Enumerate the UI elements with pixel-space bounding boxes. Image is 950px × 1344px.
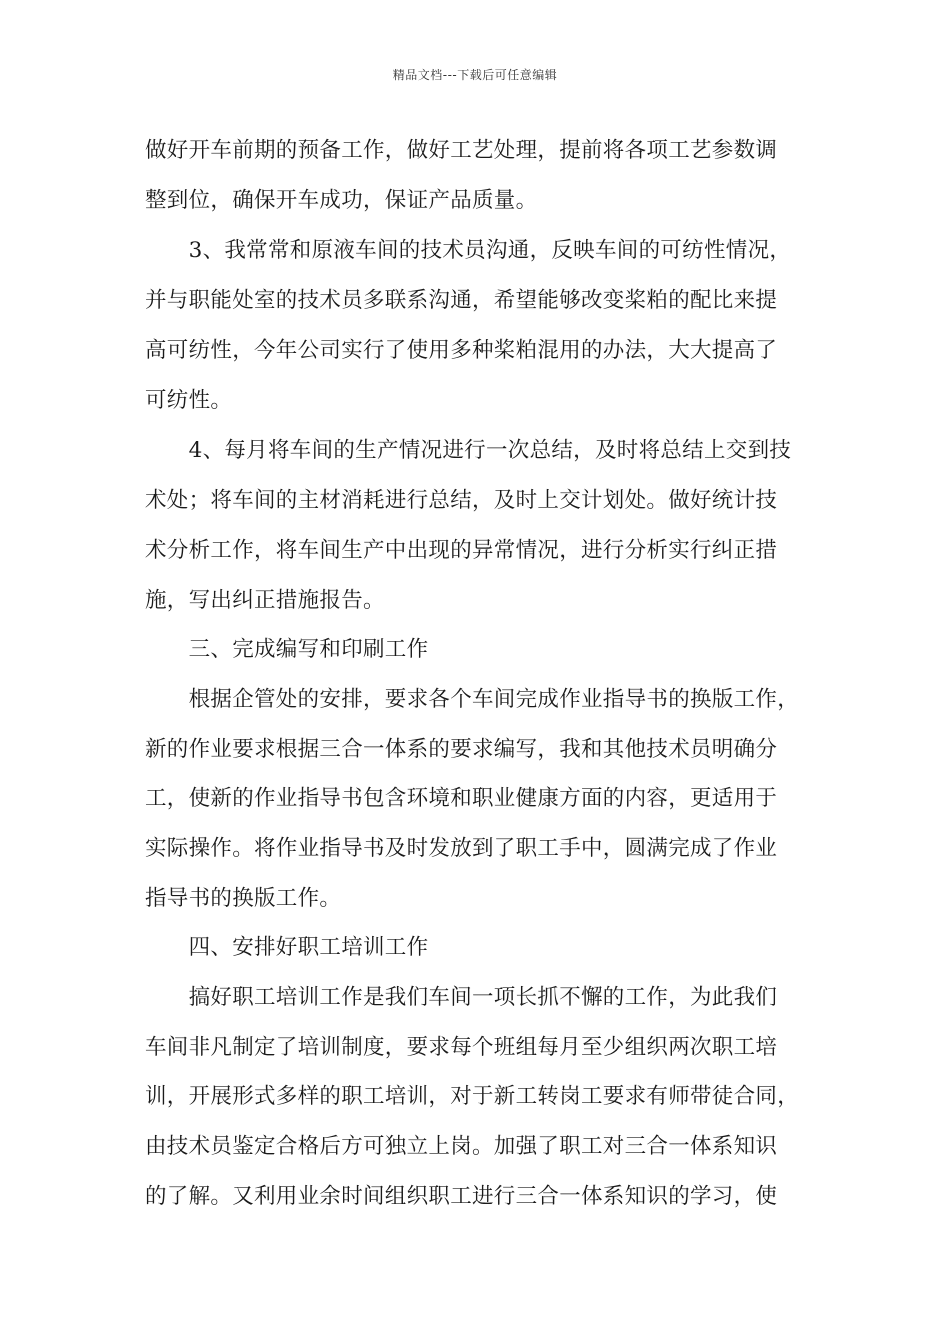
text-line: 新的作业要求根据三合一体系的要求编写，我和其他技术员明确分	[145, 737, 778, 762]
text-line: 工，使新的作业指导书包含环境和职业健康方面的内容，更适用于	[145, 786, 778, 811]
text-line: 4、每月将车间的生产情况进行一次总结，及时将总结上交到技	[145, 438, 792, 463]
text-line: 可纺性。	[145, 388, 233, 413]
page-header: 精品文档---下载后可任意编辑	[392, 68, 558, 82]
text-line: 术分析工作，将车间生产中出现的异常情况，进行分析实行纠正措	[145, 538, 778, 563]
text-line: 做好开车前期的预备工作，做好工艺处理，提前将各项工艺参数调	[145, 138, 778, 163]
text-line: 搞好职工培训工作是我们车间一项长抓不懈的工作，为此我们	[145, 985, 778, 1010]
text-line: 由技术员鉴定合格后方可独立上岗。加强了职工对三合一体系知识	[145, 1134, 778, 1159]
text-line: 根据企管处的安排，要求各个车间完成作业指导书的换版工作，	[145, 687, 800, 712]
section-heading: 四、安排好职工培训工作	[145, 935, 429, 960]
text-line: 术处；将车间的主材消耗进行总结，及时上交计划处。做好统计技	[145, 488, 778, 513]
text-line: 训，开展形式多样的职工培训，对于新工转岗工要求有师带徒合同，	[145, 1084, 800, 1109]
text-line: 整到位，确保开车成功，保证产品质量。	[145, 188, 538, 213]
text-line: 车间非凡制定了培训制度，要求每个班组每月至少组织两次职工培	[145, 1035, 778, 1060]
text-line: 实际操作。将作业指导书及时发放到了职工手中，圆满完成了作业	[145, 836, 778, 861]
text-line: 的了解。又利用业余时间组织职工进行三合一体系知识的学习，使	[145, 1184, 778, 1209]
section-heading: 三、完成编写和印刷工作	[145, 637, 429, 662]
text-line: 高可纺性，今年公司实行了使用多种桨粕混用的办法，大大提高了	[145, 338, 778, 363]
text-line: 并与职能处室的技术员多联系沟通，希望能够改变桨粕的配比来提	[145, 288, 778, 313]
text-line: 指导书的换版工作。	[145, 886, 342, 911]
text-line: 3、我常常和原液车间的技术员沟通，反映车间的可纺性情况，	[145, 238, 792, 263]
text-line: 施，写出纠正措施报告。	[145, 588, 385, 613]
